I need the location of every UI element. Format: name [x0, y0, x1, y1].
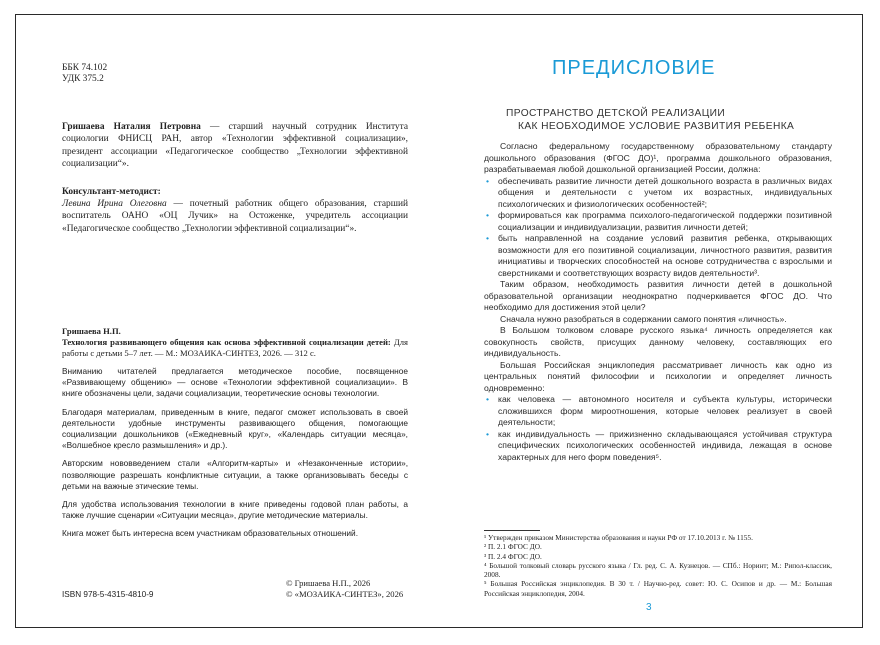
abstract-paragraph: Благодаря материалам, приведенным в книге, педагог сможет использовать в своей деятельности удобные инструменты развивающего общения, помогающие социализации дошкольников («Ежедневный круг», «Календарь ситуации месяца», «Волшебное кресло размышления» и др.). [62, 406, 408, 451]
consultant-heading: Консультант-методист: [62, 187, 161, 197]
author-block [62, 121, 408, 171]
body-paragraph: В Большом толковом словаре русского языка⁴ личность определяется как совокупность свойств, присущих данному человеку, составляющих его индивидуальность. [484, 325, 832, 358]
catalog-entry [62, 337, 408, 360]
intro-paragraph: Согласно федеральному государственному образовательному стандарту дошкольного образования (ФГОС ДО)¹, программа дошкольного образования, разрабатываемая любой дошкольной организацией России, должна: [484, 141, 832, 174]
footnote: ³ П. 2.4 ФГОС ДО. [484, 551, 542, 561]
preface-body [484, 141, 832, 463]
footnote: ⁴ Большой толковый словарь русского языка / Гл. ред. С. А. Кузнецов. — СПб.: Норинт; М.: Рипол-классик, 2008. [484, 560, 832, 580]
abstract-paragraph: Вниманию читателей предлагается методическое пособие, посвященное «Развивающему общению» — основе «Технологии эффективной социализации». В книге обозначены цели, задачи социализации, теоретические основы технологии. [62, 366, 408, 399]
catalog-title: Технология развивающего общения как основа эффективной социализации детей: [62, 337, 391, 347]
requirements-list [484, 176, 832, 280]
list-item: • быть направленной на создание условий развития ребенка, открывающих возможности для его позитивной социализации, личностного развития, развития инициативы и творческих способностей на основе сотрудничества с взрослыми и сверстниками и соответствующих возрасту видов деятельности³. [484, 233, 832, 279]
list-item: • как человека — автономного носителя и субъекта культуры, исторически сложившихся форм мироотношения, которые человек реализует в своей деятельности; [484, 394, 832, 429]
abstract-paragraph: Книга может быть интересна всем участникам образовательных отношений. [62, 528, 359, 539]
footnote: ¹ Утвержден приказом Министерства образования и науки РФ от 17.10.2013 г. № 1155. [484, 533, 753, 542]
subtitle-line: ПРОСТРАНСТВО ДЕТСКОЙ РЕАЛИЗАЦИИ [506, 108, 726, 119]
personality-list [484, 394, 832, 463]
subtitle-line: КАК НЕОБХОДИМОЕ УСЛОВИЕ РАЗВИТИЯ РЕБЕНКА [518, 121, 795, 132]
abstract-paragraph: Авторским нововведением стали «Алгоритм-карты» и «Незаконченные истории», позволяющие разрешать конфликтные ситуации, а также организовывать беседы с детьми на важные этические темы. [62, 458, 408, 491]
footnotes [484, 533, 832, 598]
udk-code: УДК 375.2 [62, 74, 104, 84]
body-paragraph: Таким образом, необходимость развития личности детей в дошкольной образовательной организации неоднократно подчеркивается ФГОС ДО. Что необходимо для достижения этой цели? [484, 279, 832, 312]
isbn: ISBN 978-5-4315-4810-9 [62, 590, 154, 599]
body-paragraph: Сначала нужно разобраться в содержании самого понятия «личность». [500, 313, 787, 324]
body-paragraph: Большая Российская энциклопедия рассматривает личность как одно из центральных понятий философии и психологии и определяет личность одновременно: [484, 359, 832, 393]
footnote: ² П. 2.1 ФГОС ДО. [484, 542, 542, 552]
author-description: — старший научный сотрудник Института социологии ФНИСЦ РАН, автор «Технологии эффективной социализации», президент ассоциации «Педагогическое сообщество „Технологии эффективной социализации“». [62, 122, 408, 170]
catalog-details: Для работы с детьми 5–7 лет. — М.: МОЗАИКА-СИНТЕЗ, 2026. — 312 с. [62, 337, 408, 359]
book-abstract [62, 366, 408, 540]
page-number: 3 [646, 602, 652, 613]
catalog-author: Гришаева Н.П. [62, 326, 121, 336]
book-spread [15, 14, 863, 628]
footnote-divider [484, 530, 540, 531]
copyright-author: © Гришаева Н.П., 2026 [286, 578, 371, 588]
bbk-code: ББК 74.102 [62, 63, 108, 73]
list-item: • обеспечивать развитие личности детей дошкольного возраста в различных видах общения и деятельности с учетом их возрастных, индивидуальных психологических и физиологических особенностей²; [484, 176, 832, 211]
left-page [16, 15, 440, 627]
right-page [440, 15, 864, 627]
section-subtitle [506, 107, 794, 133]
consultant-block [62, 198, 408, 235]
footnote: ⁵ Большая Российская энциклопедия. В 30 т. / Научно-ред. совет: Ю. С. Осипов и др. — М.: Большая Российская энциклопедия, 2004. [484, 579, 832, 598]
consultant-name: Левина Ирина Олеговна [62, 199, 167, 209]
page-title: ПРЕДИСЛОВИЕ [552, 57, 716, 79]
abstract-paragraph: Для удобства использования технологии в книге приведены годовой план работы, а также лучшие сценарии «Ситуации месяца», другие методические материалы. [62, 499, 408, 521]
consultant-description: — почетный работник общего образования, старший воспитатель ОАНО «ОЦ Лучик» на Остоженке, учредитель ассоциации «Педагогическое сообщество „Технологии эффективной социализации“». [62, 199, 408, 234]
list-item: • как индивидуальность — прижизненно складывающаяся устойчивая структура специфических психологических особенностей индивида, лежащая в основе характерных для него форм поведения⁵. [484, 429, 832, 464]
copyright-publisher: © «МОЗАИКА-СИНТЕЗ», 2026 [286, 589, 404, 599]
list-item: • формироваться как программа психолого-педагогической поддержки позитивной социализации и индивидуализации, развития личности детей; [484, 210, 832, 233]
author-name: Гришаева Наталия Петровна [62, 122, 201, 132]
